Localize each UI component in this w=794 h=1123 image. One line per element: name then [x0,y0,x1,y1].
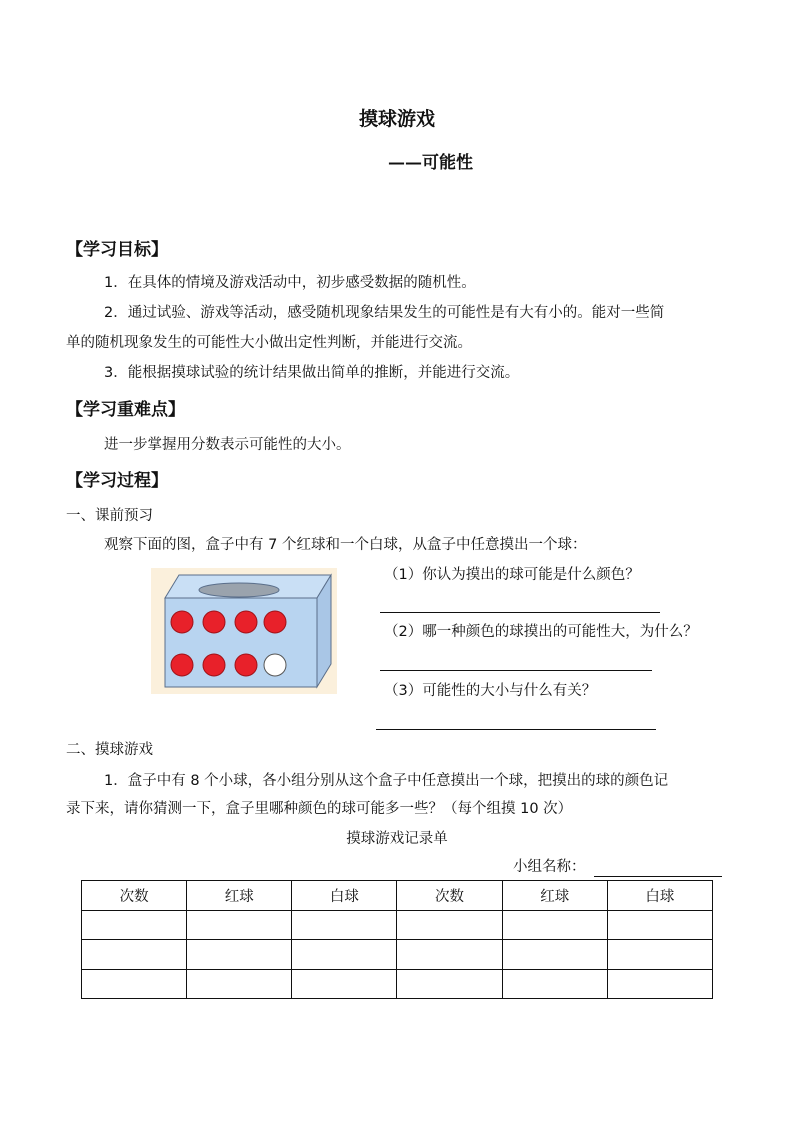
red-ball [235,654,257,676]
white-ball [264,654,286,676]
table-cell[interactable] [397,969,502,999]
section1-intro: 观察下面的图，盒子中有 7 个红球和一个白球，从盒子中任意摸出一个球： [104,537,587,553]
table-cell[interactable] [292,910,397,940]
table-cell[interactable] [82,940,187,970]
table-row [82,910,713,940]
table-cell[interactable] [397,910,502,940]
table-cell[interactable] [82,969,187,999]
section2-line-2: 录下来，请你猜测一下，盒子里哪种颜色的球可能多一些？（每个组摸 10 次） [66,801,573,817]
section1-title: 一、课前预习 [66,508,153,524]
group-name-label: 小组名称： [513,859,586,875]
table-cell[interactable] [607,910,712,940]
table-row [82,969,713,999]
answer-line-1[interactable] [380,612,660,613]
header-count-1: 次数 [82,881,187,911]
box-opening [199,583,279,597]
table-cell[interactable] [292,969,397,999]
table-cell[interactable] [82,910,187,940]
key-points-heading: 【学习重难点】 [66,400,185,420]
red-ball [203,611,225,633]
header-count-2: 次数 [397,881,502,911]
goals-heading: 【学习目标】 [66,240,168,260]
red-ball [171,654,193,676]
section2-line-1: 1．盒子中有 8 个小球，各小组分别从这个盒子中任意摸出一个球，把摸出的球的颜色记 [104,773,669,789]
red-ball [264,611,286,633]
table-cell[interactable] [397,940,502,970]
question-2: （2）哪一种颜色的球摸出的可能性大，为什么？ [384,624,698,640]
table-cell[interactable] [187,910,292,940]
header-white-1: 白球 [292,881,397,911]
key-points-text: 进一步掌握用分数表示可能性的大小。 [104,437,351,453]
page-title: 摸球游戏 [358,108,435,130]
table-cell[interactable] [187,940,292,970]
table-cell[interactable] [607,969,712,999]
header-red-2: 红球 [502,881,607,911]
page-subtitle: ——可能性 [388,153,473,173]
record-table-title: 摸球游戏记录单 [346,831,448,847]
goal-item-2-line-1: 2．通过试验、游戏等活动，感受随机现象结果发生的可能性是有大有小的。能对一些简 [104,305,665,321]
question-1: （1）你认为摸出的球可能是什么颜色？ [384,567,640,583]
question-3: （3）可能性的大小与什么有关？ [384,683,597,699]
table-cell[interactable] [502,969,607,999]
answer-line-3[interactable] [376,729,656,730]
goal-item-2-line-2: 单的随机现象发生的可能性大小做出定性判断，并能进行交流。 [66,335,472,351]
table-row [82,940,713,970]
table-cell[interactable] [502,910,607,940]
table-cell[interactable] [607,940,712,970]
ball-box-svg [151,568,337,694]
red-ball [235,611,257,633]
answer-line-2[interactable] [380,670,652,671]
table-cell[interactable] [292,940,397,970]
table-cell[interactable] [187,969,292,999]
section2-title: 二、摸球游戏 [66,742,153,758]
table-header-row [82,881,713,911]
red-ball [171,611,193,633]
header-red-1: 红球 [187,881,292,911]
ball-box-illustration [151,568,337,694]
header-white-2: 白球 [607,881,712,911]
group-name-field[interactable] [594,876,722,877]
goal-item-3: 3．能根据摸球试验的统计结果做出简单的推断，并能进行交流。 [104,365,520,381]
red-ball [203,654,225,676]
process-heading: 【学习过程】 [66,471,168,491]
goal-item-1: 1．在具体的情境及游戏活动中，初步感受数据的随机性。 [104,275,476,291]
table-cell[interactable] [502,940,607,970]
record-table [81,880,713,999]
